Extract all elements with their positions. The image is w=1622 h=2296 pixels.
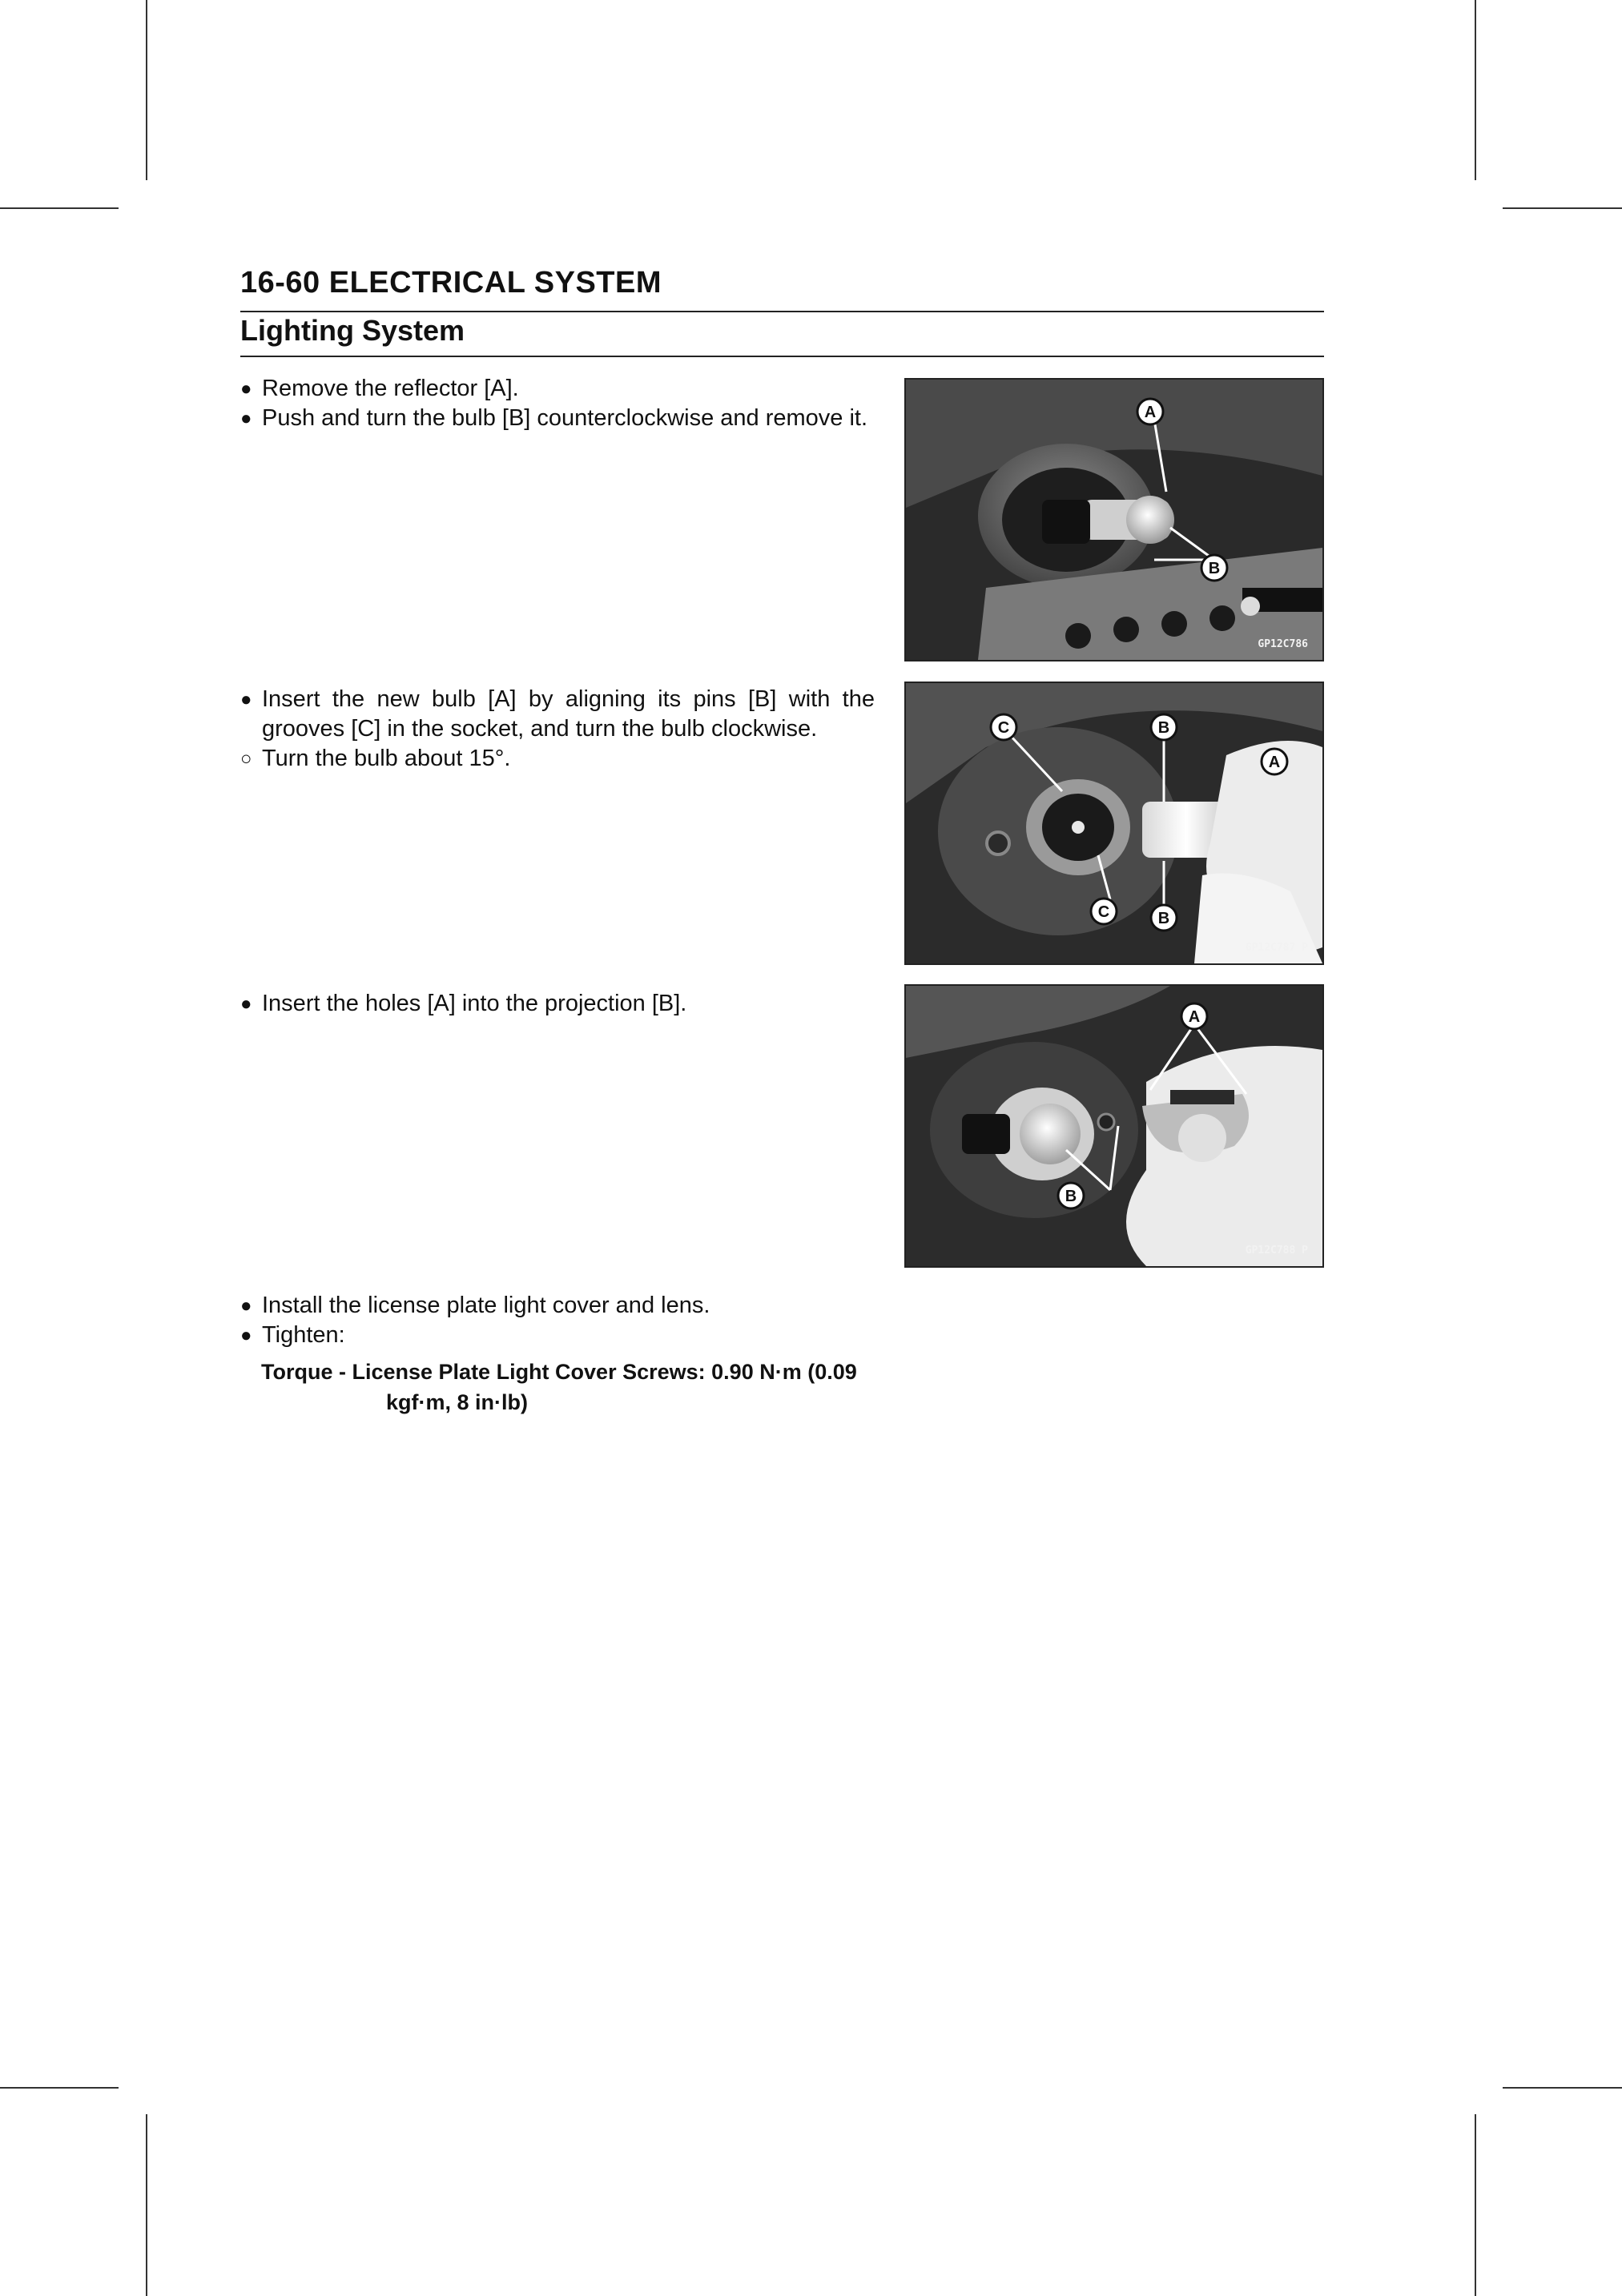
step-text: ● Insert the holes [A] into the projection [B]. — [240, 989, 875, 1019]
circle-bullet-icon: ○ — [240, 748, 252, 770]
bullet-icon: ● — [240, 408, 252, 429]
crop-mark — [1475, 2114, 1476, 2296]
callout-label: A — [1144, 404, 1157, 421]
bullet-icon: ● — [240, 378, 252, 400]
crop-mark — [0, 2087, 119, 2089]
callout-label: B — [1065, 1188, 1077, 1205]
callout-label: B — [1157, 719, 1170, 737]
page-title: 16-60 ELECTRICAL SYSTEM — [240, 266, 662, 300]
figure-reflector-removal — [904, 378, 1324, 661]
crop-mark — [146, 0, 147, 180]
callout-label: C — [1097, 903, 1110, 921]
figure-code: GP12C787 P — [1245, 942, 1308, 954]
figure-bulb-insertion — [904, 682, 1324, 965]
step-1 — [240, 374, 875, 433]
bullet-icon: ● — [240, 993, 252, 1015]
crop-mark — [1503, 2087, 1622, 2089]
torque-value-cont: kgf·m, 8 in·lb) — [386, 1390, 528, 1414]
section-title: Lighting System — [240, 314, 465, 347]
bullet-icon: ● — [240, 689, 252, 710]
header-rule — [240, 311, 1324, 312]
bullet-icon: ● — [240, 1325, 252, 1346]
step-4 — [240, 1291, 875, 1350]
figure-code: GP12C788 P — [1245, 1245, 1308, 1257]
torque-value: 0.90 N·m (0.09 — [711, 1360, 857, 1384]
step-text: ● Push and turn the bulb [B] counterclockwise and remove it. — [240, 404, 875, 433]
crop-mark — [1503, 207, 1622, 209]
figure-code: GP12C786 — [1258, 638, 1308, 650]
callout-label: B — [1157, 910, 1170, 927]
torque-spec — [261, 1357, 878, 1417]
crop-mark — [1475, 0, 1476, 180]
step-text: ● Remove the reflector [A]. — [240, 374, 875, 404]
step-text: ● Tighten: — [240, 1321, 875, 1350]
photo-illustration — [906, 380, 1322, 660]
figure-reflector-installation — [904, 984, 1324, 1268]
callout-label: B — [1208, 560, 1221, 577]
crop-mark — [146, 2114, 147, 2296]
step-text: ● Insert the new bulb [A] by aligning its pins [B] with the grooves [C] in the socket, and turn the bulb clockwise. — [240, 686, 875, 742]
bullet-icon: ● — [240, 1295, 252, 1317]
photo-illustration — [906, 683, 1322, 963]
torque-label: Torque - License Plate Light Cover Screws: — [261, 1360, 706, 1384]
callout-label: A — [1268, 754, 1281, 771]
step-2 — [240, 685, 875, 774]
section-rule — [240, 356, 1324, 357]
step-3 — [240, 989, 875, 1019]
crop-mark — [0, 207, 119, 209]
step-subtext: ○ Turn the bulb about 15°. — [240, 744, 875, 774]
callout-label: A — [1188, 1008, 1201, 1026]
photo-illustration — [906, 986, 1322, 1266]
step-text: ● Install the license plate light cover and lens. — [240, 1291, 875, 1321]
callout-label: C — [997, 719, 1010, 737]
